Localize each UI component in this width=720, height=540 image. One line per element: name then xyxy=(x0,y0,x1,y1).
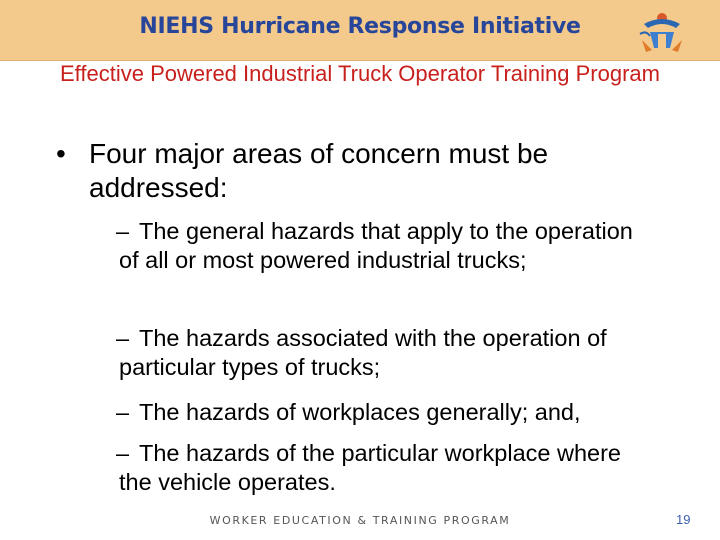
banner-title: NIEHS Hurricane Response Initiative xyxy=(139,14,581,39)
sub-bullet-text xyxy=(119,324,655,381)
header-banner xyxy=(0,0,720,61)
sub-bullet-text xyxy=(119,217,655,274)
slide-title: Effective Powered Industrial Truck Operator Training Program xyxy=(60,61,660,86)
footer-program: WORKER EDUCATION & TRAINING PROGRAM xyxy=(209,514,511,527)
sub-bullet-marker: – xyxy=(116,399,130,425)
bullet-marker: • xyxy=(56,138,66,169)
sub-bullet-text xyxy=(119,439,655,496)
sub-bullet-text-1: The general hazards that apply to the operation of all or most powered industrial trucks; xyxy=(119,218,633,273)
sub-bullet-text-2: The hazards associated with the operation of particular types of trucks; xyxy=(119,325,607,380)
sub-bullet-text xyxy=(119,398,655,427)
sub-bullet-marker: – xyxy=(116,440,130,466)
page-number: 19 xyxy=(676,512,691,527)
sub-bullet-marker: – xyxy=(116,325,130,351)
hurricane-response-logo-icon xyxy=(636,4,688,56)
main-bullet-text: Four major areas of concern must be addressed: xyxy=(89,138,549,203)
sub-bullet-text-4: The hazards of the particular workplace where the vehicle operates. xyxy=(119,440,621,495)
sub-bullet-text-3: The hazards of workplaces generally; and, xyxy=(139,399,581,425)
sub-bullet-marker: – xyxy=(116,218,130,244)
